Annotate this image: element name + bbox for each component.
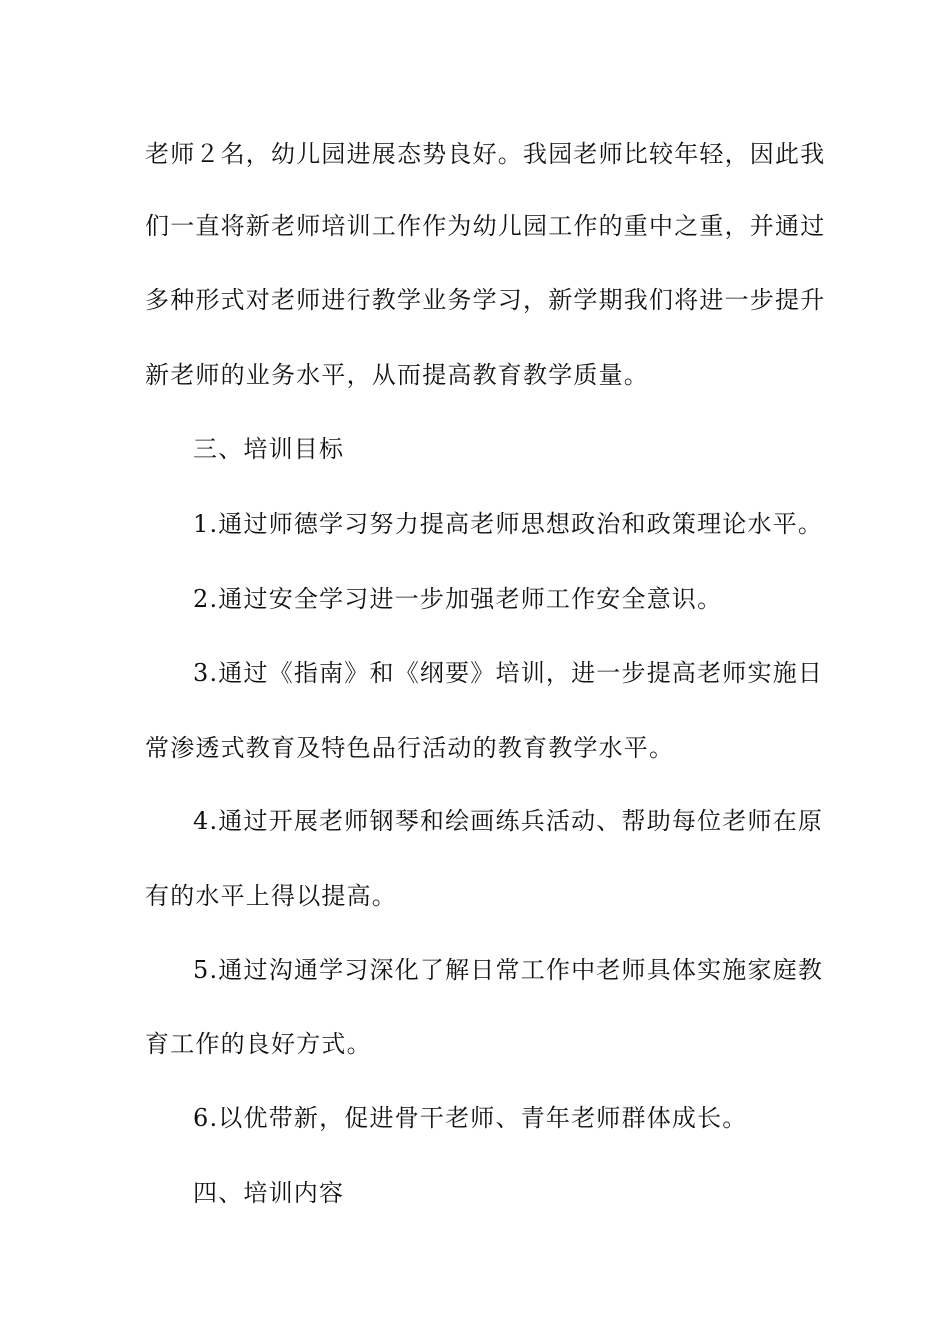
paragraph-line: 老师２名，幼儿园进展态势良好。我园老师比较年轻，因此我 xyxy=(145,140,826,168)
section-heading: 四、培训内容 xyxy=(193,1179,345,1207)
paragraph-line: 们一直将新老师培训工作作为幼儿园工作的重中之重，并通过 xyxy=(145,212,826,240)
list-item: 3.通过《指南》和《纲要》培训，进一步提高老师实施日 xyxy=(193,659,824,687)
list-item: 6.以优带新，促进骨干老师、青年老师群体成长。 xyxy=(193,1104,748,1132)
list-item: 5.通过沟通学习深化了解日常工作中老师具体实施家庭教 xyxy=(193,956,824,984)
paragraph-line: 有的水平上得以提高。 xyxy=(145,882,397,910)
list-item: 1.通过师德学习努力提高老师思想政治和政策理论水平。 xyxy=(193,510,824,538)
paragraph-line: 常渗透式教育及特色品行活动的教育教学水平。 xyxy=(145,734,675,762)
paragraph-line: 多种形式对老师进行教学业务学习，新学期我们将进一步提升 xyxy=(145,286,826,314)
list-item: 4.通过开展老师钢琴和绘画练兵活动、帮助每位老师在原 xyxy=(193,807,824,835)
paragraph-line: 育工作的良好方式。 xyxy=(145,1030,372,1058)
paragraph-line: 新老师的业务水平，从而提高教育教学质量。 xyxy=(145,361,649,389)
section-heading: 三、培训目标 xyxy=(193,435,345,463)
list-item: 2.通过安全学习进一步加强老师工作安全意识。 xyxy=(193,585,723,613)
